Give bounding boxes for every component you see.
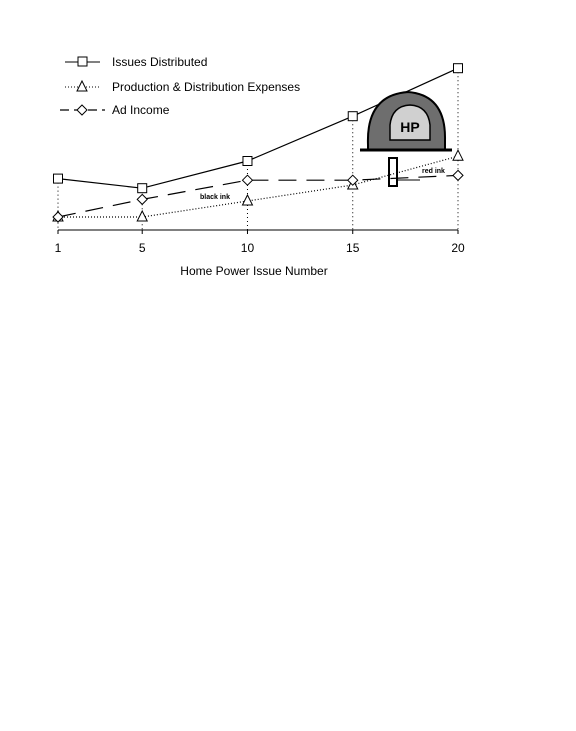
data-point-s2-x5 (137, 194, 147, 204)
hp-logo (360, 92, 452, 150)
data-point-s0-x20 (454, 64, 463, 73)
x-axis-ticks (55, 230, 465, 255)
data-point-s2-x10 (242, 175, 252, 185)
x-tick-label-15: 15 (346, 241, 360, 255)
data-point-s1-x10 (242, 195, 252, 205)
data-point-s0-x10 (243, 157, 252, 166)
annotation-red-ink-text: red ink (422, 168, 445, 175)
data-point-s1-x20 (453, 150, 463, 160)
data-point-s0-x15 (348, 112, 357, 121)
x-axis-label: Home Power Issue Number (180, 264, 328, 278)
x-tick-label-20: 20 (451, 241, 465, 255)
data-point-s0-x1 (54, 174, 63, 183)
x-tick-label-5: 5 (138, 241, 146, 255)
x-tick-label-1: 1 (54, 241, 62, 255)
legend-item-issues (65, 55, 207, 69)
data-point-s0-x5 (138, 184, 147, 193)
hp-logo-text: HP (400, 119, 420, 135)
data-point-s2-x20 (453, 170, 463, 180)
legend-item-expenses (65, 80, 300, 94)
legend-item-ad-income (60, 103, 170, 117)
legend-label-expenses: Production & Distribution Expenses (112, 80, 301, 94)
legend-label-ad-income: Ad Income (112, 103, 170, 117)
annotation-black-ink (200, 194, 230, 201)
legend-label-issues: Issues Distributed (112, 55, 208, 69)
x-tick-label-10: 10 (240, 241, 255, 255)
legend (60, 55, 300, 117)
annotation-black-ink-text: black ink (200, 194, 230, 201)
